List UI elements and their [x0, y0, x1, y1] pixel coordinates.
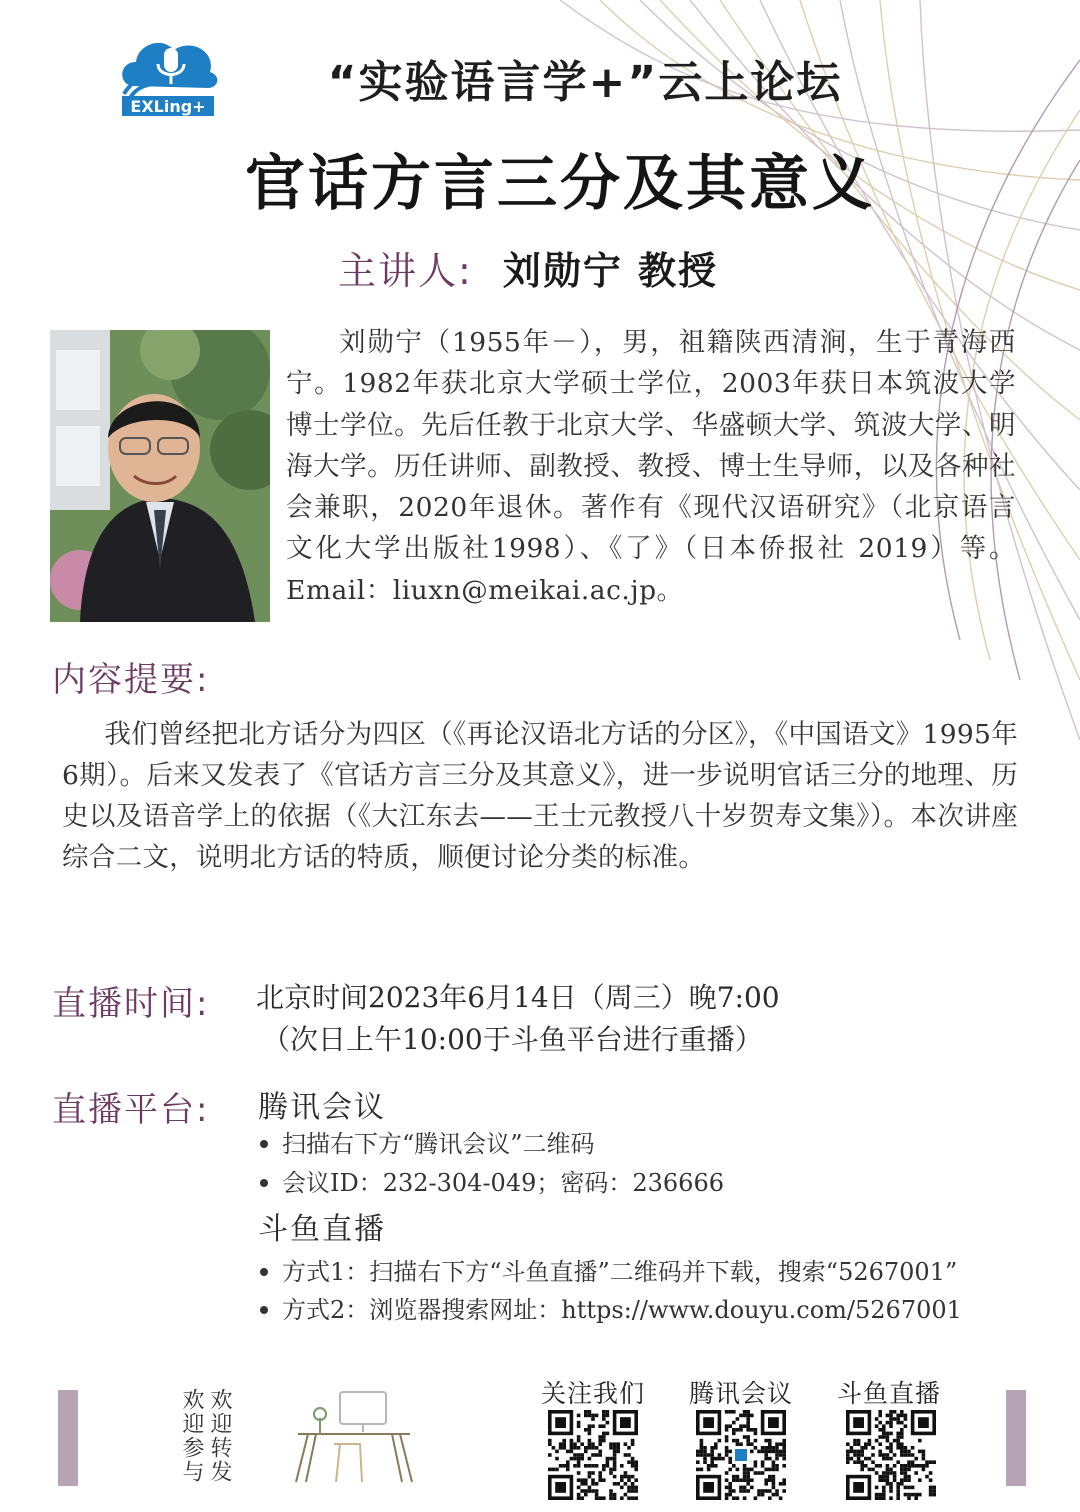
list-item	[260, 1124, 595, 1159]
forum-title: “实验语言学+”云上论坛	[327, 57, 843, 108]
footer-bar-left	[58, 1390, 78, 1486]
summary-heading: 内容提要:	[52, 660, 210, 700]
tencent-meeting-id: 会议ID：232-304-049；密码：236666	[282, 1169, 724, 1197]
lecture-title: 官话方言三分及其意义	[245, 149, 875, 219]
live-time-value: 北京时间2023年6月14日（周三）晚7:00	[256, 981, 780, 1014]
tencent-meeting-name: 腾讯会议	[258, 1090, 386, 1125]
speaker-line	[338, 240, 718, 295]
logo-text: EXLing+	[130, 97, 206, 116]
list-item	[260, 1163, 724, 1198]
list-item	[260, 1252, 957, 1287]
summary-text: 我们曾经把北方话分为四区（《再论汉语北方话的分区》，《中国语文》1995年6期）。后来又发表了《官话方言三分及其意义》，进一步说明官话三分的地理、历史以及语音学上的依据（《大江东去——王士元教授八十岁贺寿文集》）。本次讲座综合二文，说明北方话的特质，顺便讨论分类的标准。	[62, 719, 1018, 873]
speaker-label: 主讲人:	[338, 249, 473, 293]
douyu-method-2[interactable]: 方式2：浏览器搜索网址：https://www.douyu.com/5267001	[282, 1296, 962, 1324]
tencent-scan-instruction: 扫描右下方“腾讯会议”二维码	[282, 1130, 595, 1158]
speaker-photo	[50, 330, 270, 622]
welcome-share-text: 欢迎转发	[207, 1388, 232, 1484]
bullet-icon	[260, 1179, 268, 1187]
speaker-name: 刘勋宁 教授	[502, 249, 719, 293]
bullet-icon	[260, 1306, 268, 1314]
douyu-live-name: 斗鱼直播	[258, 1212, 386, 1247]
desk-illustration-icon	[290, 1388, 418, 1484]
bullet-icon	[260, 1268, 268, 1276]
douyu-method-1: 方式1：扫描右下方“斗鱼直播”二维码并下载，搜索“5267001”	[282, 1258, 958, 1286]
qr-label-tencent-meeting: 腾讯会议	[688, 1379, 793, 1408]
qr-label-follow-us: 关注我们	[540, 1379, 645, 1408]
live-time-heading: 直播时间:	[52, 984, 210, 1024]
footer-bar-right	[1006, 1390, 1026, 1486]
qr-label-douyu-live: 斗鱼直播	[836, 1379, 941, 1408]
bullet-icon	[260, 1140, 268, 1148]
platform-heading: 直播平台:	[52, 1090, 210, 1130]
qr-code-douyu-live[interactable]	[846, 1410, 936, 1500]
speaker-bio: 刘勋宁（1955年－），男，祖籍陕西清涧，生于青海西宁。1982年获北京大学硕士学位，2003年获日本筑波大学博士学位。先后任教于北京大学、华盛顿大学、筑波大学、明海大学。历任讲师、副教授、教授、博士生导师，以及各种社会兼职，2020年退休。著作有《现代汉语研究》（北京语言文化大学出版社1998）、《了》（日本侨报社 2019）等。Email：liuxn@meikai.ac.jp。	[286, 327, 1016, 606]
qr-code-tencent-meeting[interactable]	[696, 1410, 786, 1500]
welcome-join-text: 欢迎参与	[179, 1388, 204, 1484]
qr-code-follow-us[interactable]	[548, 1410, 638, 1500]
list-item	[260, 1290, 962, 1325]
replay-time-value: （次日上午10:00于斗鱼平台进行重播）	[262, 1023, 763, 1056]
